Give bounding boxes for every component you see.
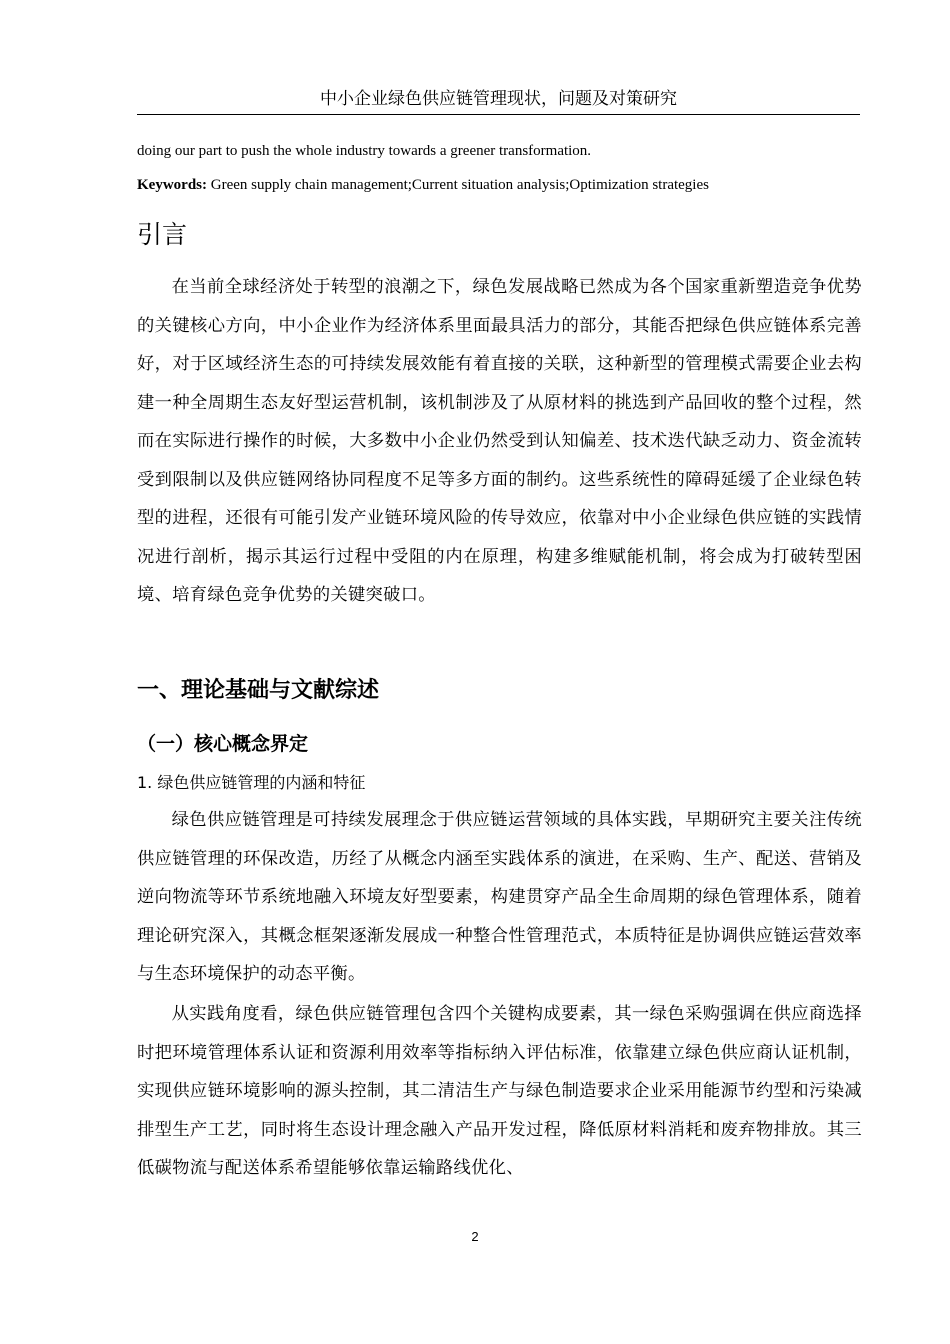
intro-paragraph: 在当前全球经济处于转型的浪潮之下，绿色发展战略已然成为各个国家重新塑造竞争优势的关键核心方向，中小企业作为经济体系里面最具活力的部分，其能否把绿色供应链体系完善好，对于区域经济生态的可持续发展效能有着直接的关联，这种新型的管理模式需要企业去构建一种全周期生态友好型运营机制，该机制涉及了从原材料的挑选到产品回收的整个过程，然而在实际进行操作的时候，大多数中小企业仍然受到认知偏差、技术迭代缺乏动力、资金流转受到限制以及供应链网络协同程度不足等多方面的制约。这些系统性的障碍延缓了企业绿色转型的进程，还很有可能引发产业链环境风险的传导效应，依靠对中小企业绿色供应链的实践情况进行剖析，揭示其运行过程中受阻的内在原理，构建多维赋能机制，将会成为打破转型困境、培育绿色竞争优势的关键突破口。 bbox=[137, 277, 862, 605]
keywords-line bbox=[137, 175, 862, 195]
keywords-label: Keywords: bbox=[137, 177, 207, 193]
intro-heading: 引言 bbox=[137, 220, 188, 249]
body-paragraph: 从实践角度看，绿色供应链管理包含四个关键构成要素，其一绿色采购强调在供应商选择时把环境管理体系认证和资源利用效率等指标纳入评估标准，依靠建立绿色供应商认证机制，实现供应链环境影响的源头控制，其二清洁生产与绿色制造要求企业采用能源节约型和污染减排型生产工艺，同时将生态设计理念融入产品开发过程，降低原材料消耗和废弃物排放。其三低碳物流与配送体系希望能够依靠运输路线优化、 bbox=[137, 1004, 862, 1178]
subsection-heading: （一）核心概念界定 bbox=[137, 733, 309, 755]
subsubsection-heading: 1. 绿色供应链管理的内涵和特征 bbox=[137, 773, 366, 792]
page-number: 2 bbox=[471, 1229, 479, 1244]
body-paragraph: 绿色供应链管理是可持续发展理念于供应链运营领域的具体实践，早期研究主要关注传统供应链管理的环保改造，历经了从概念内涵至实践体系的演进，在采购、生产、配送、营销及逆向物流等环节系统地融入环境友好型要素，构建贯穿产品全生命周期的绿色管理体系，随着理论研究深入，其概念框架逐渐发展成一种整合性管理范式，本质特征是协调供应链运营效率与生态环境保护的动态平衡。 bbox=[137, 810, 862, 984]
abstract-continuation: doing our part to push the whole industry towards a greener transformation. bbox=[137, 143, 592, 159]
keywords-text: Green supply chain management;Current situation analysis;Optimization strategies bbox=[207, 177, 709, 193]
header-title: 中小企业绿色供应链管理现状，问题及对策研究 bbox=[320, 89, 677, 109]
page-header bbox=[137, 88, 860, 115]
section-heading: 一、理论基础与文献综述 bbox=[137, 678, 380, 703]
